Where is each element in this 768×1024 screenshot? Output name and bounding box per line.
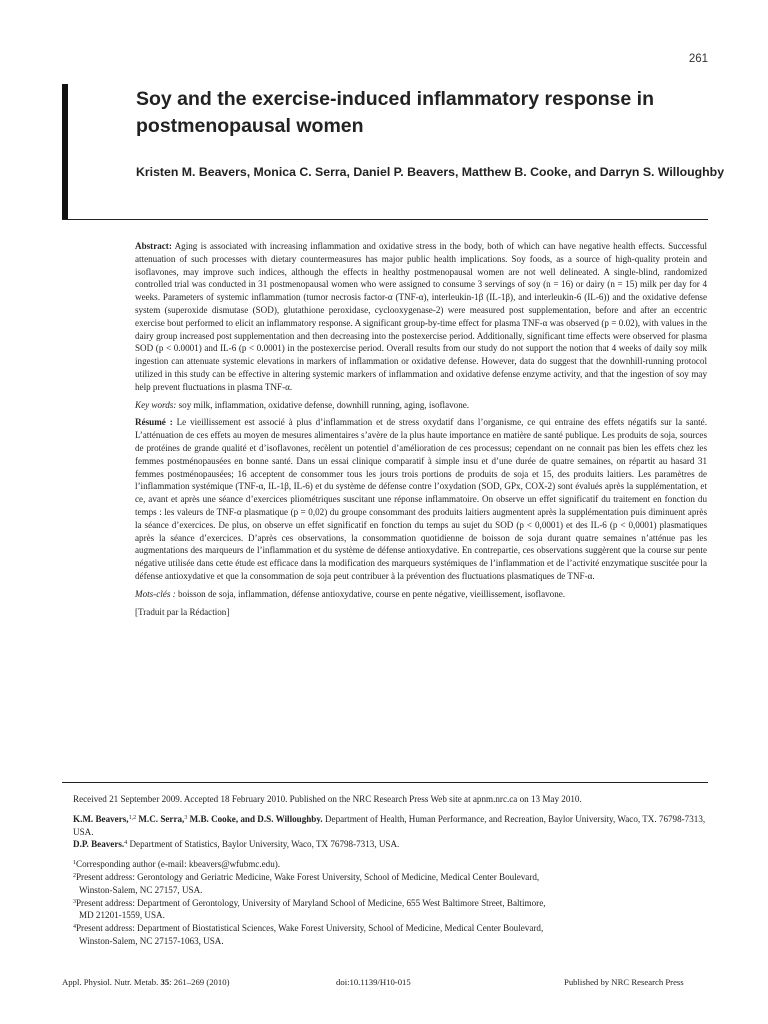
mots-cles-label: Mots-clés :: [135, 588, 176, 599]
note-2: [73, 871, 709, 884]
header-divider: [62, 219, 708, 220]
mots-cles-text: boisson de soja, inflammation, défense antioxydative, course en pente négative, vieillissement, isoflavone.: [177, 588, 566, 599]
affil1-mc: M.C. Serra,: [138, 813, 185, 824]
journal-pages: : 261–269 (2010): [169, 977, 230, 987]
note-2-cont: Winston-Salem, NC 27157, USA.: [79, 884, 203, 895]
keywords-label: Key words:: [135, 399, 177, 410]
note-1: [73, 858, 709, 871]
mots-cles-paragraph: [135, 588, 707, 601]
note1-text: Corresponding author (e-mail: kbeavers@wfubmc.edu).: [76, 859, 281, 870]
abstract-paragraph: [135, 240, 707, 394]
affil1-rest: M.B. Cooke, and D.S. Willoughby.: [189, 813, 323, 824]
affil1-text: Department of Health, Human Performance, and Recreation, Baylor University, Waco, TX. 76798-7313, USA.: [73, 813, 706, 837]
keywords-paragraph: [135, 399, 707, 412]
note3-sup: 3: [73, 898, 76, 905]
affil2-names: D.P. Beavers.: [73, 839, 125, 850]
doi: doi:10.1139/H10-015: [336, 977, 411, 987]
footnotes-section: [73, 793, 709, 948]
note2-text: Present address: Gerontology and Geriatric Medicine, Wake Forest University, School of Medicine, Medical Center Boulevard,: [76, 871, 540, 882]
note3-text: Present address: Department of Gerontology, University of Maryland School of Medicine, 655 West Baltimore Street, Baltimore,: [76, 897, 546, 908]
affil1-sup1: 1,2: [128, 814, 137, 821]
note-4: [73, 922, 709, 935]
journal-name: Appl. Physiol. Nutr. Metab.: [62, 977, 159, 987]
resume-paragraph: [135, 416, 707, 582]
note-3: [73, 897, 709, 910]
journal-citation: [62, 977, 229, 987]
affiliation-1: [73, 813, 709, 839]
resume-label: Résumé :: [135, 417, 173, 428]
abstract-label: Abstract:: [135, 241, 172, 251]
note4-text: Present address: Department of Biostatistical Sciences, Wake Forest University, School of Medicine, Medical Center Boulevard,: [76, 923, 544, 934]
abstract-section: [135, 240, 707, 618]
affil1-names: K.M. Beavers,: [73, 813, 129, 824]
abstract-text: Aging is associated with increasing inflammation and oxidative stress in the body, both of which can have negative health effects. Successful attenuation of such processes with dietary countermeasures has major public health implications. Soy foods, as a source of high-quality protein and isoflavones, may improve such indices, although the effects in healthy postmenopausal women are not well delineated. A single-blind, randomized controlled trial was conducted in 31 postmenopausal women who were assigned to consume 3 servings of soy (n = 16) or dairy (n = 15) milk per day for 4 weeks. Parameters of systemic inflammation (tumor necrosis factor-α (TNF-α), interleukin-1β (IL-1β), and interleukin-6 (IL-6)) and the oxidative defense system (superoxide dismutase (SOD), glutathione peroxidase, cyclooxygenase-2) were measured post supplementation, before and after an eccentric exercise bout performed to elicit an inflammatory response. A significant group-by-time effect for plasma TNF-α was observed (p = 0.02), with values in the dairy group increased post supplementation and then decreasing into the postexercise period. Additionally, significant time effects were observed for plasma SOD (p < 0.0001) and IL-6 (p < 0.0001) in the postexercise period. Overall results from our study do not support the notion that 4 weeks of daily soy milk ingestion can attenuate systemic elevations in markers of inflammation or oxidative defense. However, data do suggest that the downhill-running protocol utilized in this study can be effective in altering systemic markers of inflammation and oxidative defense enzyme activity, and that the ingestion of soy may help prevent fluctuations in plasma TNF-α.: [135, 241, 708, 392]
resume-text: Le vieillissement est associé à plus d’inflammation et de stress oxydatif dans l’organisme, ce qui entraine des effets négatifs sur la santé. L’atténuation de ces effets au moyen de mesures alimentaires s’avère de la plus haute importance en matière de santé publique. Les produits de soja, sources de protéines de grande qualité et d’isoflavones, recèlent un potentiel d’amélioration de ces processus; cependant on ne connait pas bien les effets chez les femmes postménopausées en bonne santé. Dans un essai clinique comparatif à simple insu et d’une durée de quatre semaines, on répartit au hasard 31 femmes postménopausées; 16 acceptent de consommer tous les jours trois portions de produits de soja et 15, des produits laitiers. Les paramètres de l’inflammation systémique (TNF-α, IL-1β, IL-6) et du système de défense contre l’oxydation (SOD, GPx, COX-2) sont évalués après la supplémentation, et ce, avant et après une séance d’exercices pliométriques suscitant une réponse inflammatoire. On observe un effet significatif du traitement en fonction du temps : les valeurs de TNF-α plasmatique (p = 0,02) du groupe consommant des produits laitiers augmentent après la supplémentation puis diminuent après la séance d’exercices. De plus, on observe un effet significatif en fonction du temps au sujet du SOD (p < 0,0001) et des IL-6 (p < 0,0001) plasmatiques après la séance d’exercices. D’après ces observations, la consommation quotidienne de boisson de soja durant quatre semaines n’atténue pas les augmentations des marqueurs de l’inflammation et du système de défense antioxydative. En contrepartie, ces observations suggèrent que la course sur pente négative utilisée dans cette étude est efficace dans la modification des marqueurs systémiques de l’inflammation et de l’activité enzymatique suscitée pour la défense antioxydative et que la consommation de soja peut contribuer à la prévention des fluctuations plasmatiques de TNF-α.: [135, 417, 707, 581]
note4-sup: 4: [73, 924, 76, 931]
affil2-text: Department of Statistics, Baylor University, Waco, TX 76798-7313, USA.: [129, 839, 400, 850]
received-dates: Received 21 September 2009. Accepted 18 February 2010. Published on the NRC Research Press Web site at apnm.nrc.ca on 13 May 2010.: [73, 794, 582, 804]
author-list: Kristen M. Beavers, Monica C. Serra, Daniel P. Beavers, Matthew B. Cooke, and Darryn S. Willoughby: [136, 165, 725, 179]
affiliation-2: [73, 838, 709, 851]
note-4-cont: Winston-Salem, NC 27157-1063, USA.: [79, 935, 224, 946]
note1-sup: 1: [73, 860, 76, 867]
note2-sup: 2: [73, 872, 76, 879]
footnote-divider: [62, 782, 708, 783]
keywords-text: soy milk, inflammation, oxidative defense, downhill running, aging, isoflavone.: [178, 399, 470, 410]
note-3-cont: MD 21201-1559, USA.: [79, 910, 165, 921]
publisher: Published by NRC Research Press: [564, 977, 684, 987]
affil2-sup: 4: [124, 840, 128, 847]
affil1-sup2: 3: [184, 814, 188, 821]
article-title: Soy and the exercise-induced inflammatory response in postmenopausal women: [136, 88, 654, 137]
journal-volume: 35: [160, 977, 170, 987]
title-accent-bar: [62, 84, 68, 220]
translation-note: [Traduit par la Rédaction]: [135, 606, 230, 617]
page-number: 261: [688, 53, 708, 65]
